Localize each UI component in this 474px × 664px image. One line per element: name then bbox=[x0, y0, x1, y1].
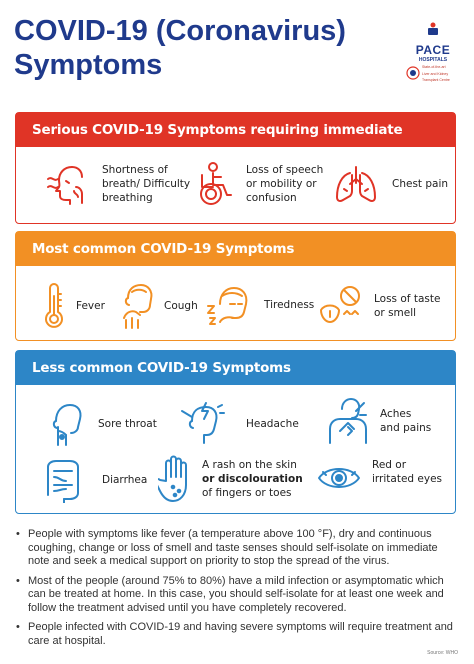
lungs-icon bbox=[334, 163, 378, 205]
symptom-cough bbox=[120, 282, 198, 330]
logo-tag-3: Transplant Centre bbox=[422, 78, 450, 82]
symptom-aches bbox=[326, 397, 431, 445]
symptom-red-eyes bbox=[316, 461, 442, 495]
rash-label-1: A rash on the skin bbox=[202, 459, 297, 471]
symptom-headache bbox=[180, 401, 299, 447]
source-credit: Source: WHO bbox=[427, 650, 458, 656]
symptom-fever bbox=[42, 282, 105, 330]
cough-label: Cough bbox=[164, 300, 198, 312]
eyes-label-2: irritated eyes bbox=[372, 473, 443, 485]
symptom-rash bbox=[158, 453, 303, 505]
diarrhea-label: Diarrhea bbox=[102, 474, 148, 486]
logo-tag-2: Liver and Kidney bbox=[422, 71, 449, 76]
notes-list bbox=[14, 528, 460, 654]
tiredness-label: Tiredness bbox=[264, 299, 315, 311]
breathing-icon bbox=[46, 161, 92, 207]
symptom-tiredness bbox=[206, 282, 314, 328]
thermometer-icon bbox=[42, 282, 66, 330]
serious-symptoms-card bbox=[15, 112, 456, 224]
cough-icon bbox=[120, 282, 156, 330]
wheelchair-icon bbox=[194, 161, 236, 207]
title-line-1: COVID-19 (Coronavirus) bbox=[14, 15, 346, 47]
breathing-label-3: breathing bbox=[102, 192, 153, 204]
speech-label-1: Loss of speech bbox=[246, 164, 324, 176]
common-symptoms-card bbox=[15, 231, 456, 341]
intestine-icon bbox=[42, 457, 84, 503]
logo-mark-icon bbox=[424, 22, 442, 36]
headache-label: Headache bbox=[246, 418, 299, 430]
common-heading: Most common COVID-19 Symptoms bbox=[16, 232, 455, 266]
symptom-sore-throat bbox=[46, 401, 157, 447]
page-title bbox=[14, 14, 394, 82]
hospital-logo bbox=[404, 22, 462, 80]
tiredness-icon bbox=[206, 282, 252, 328]
note-item: • People infected with COVID-19 and having severe symptoms will require treatment and care at hospital. bbox=[14, 621, 460, 648]
logo-tag-block bbox=[404, 65, 462, 80]
taste-label-2: or smell bbox=[374, 307, 417, 319]
note-item: • People with symptoms like fever (a temperature above 100 °F), dry and continuous coughing, change or loss of smell and taste senses should self-isolate on immediate note and seek a medical support on priority to stop the spread of the virus. bbox=[14, 528, 460, 569]
less-common-symptoms-card bbox=[15, 350, 456, 514]
sore-throat-icon bbox=[46, 401, 86, 447]
sore-throat-label: Sore throat bbox=[98, 418, 157, 430]
no-taste-icon bbox=[318, 284, 366, 328]
speech-label-3: confusion bbox=[246, 192, 297, 204]
chest-pain-label: Chest pain bbox=[392, 178, 449, 190]
symptom-chest-pain bbox=[334, 163, 448, 205]
speech-label-2: or mobility or bbox=[246, 178, 317, 190]
logo-tag-1: State-of-the-art bbox=[422, 65, 446, 69]
breathing-label-1: Shortness of bbox=[102, 164, 168, 176]
eyes-label-1: Red or bbox=[372, 459, 407, 471]
symptom-breathing bbox=[46, 161, 190, 207]
rash-label-2: or discolouration bbox=[202, 473, 303, 485]
note-item: • Most of the people (around 75% to 80%) have a mild infection or asymptomatic which can be treated at home. In this case, you should self-isolate for at least one week and follow the treatment advised until you have completely recovered. bbox=[14, 575, 460, 616]
fever-label: Fever bbox=[76, 300, 105, 312]
eye-icon bbox=[316, 461, 362, 495]
aches-label-1: Aches bbox=[380, 408, 412, 420]
breathing-label-2: breath/ Difficulty bbox=[102, 178, 191, 190]
title-line-2: Symptoms bbox=[14, 49, 163, 81]
less-heading: Less common COVID-19 Symptoms bbox=[16, 351, 455, 385]
rash-label-3: of fingers or toes bbox=[202, 487, 292, 499]
aches-label-2: and pains bbox=[380, 422, 432, 434]
seal-icon bbox=[406, 66, 420, 80]
aches-icon bbox=[326, 397, 370, 445]
symptom-taste-smell bbox=[318, 284, 440, 328]
headache-icon bbox=[180, 401, 226, 447]
logo-sub: HOSPITALS bbox=[418, 57, 448, 63]
serious-heading: Serious COVID-19 Symptoms requiring immediate medical care bbox=[16, 113, 455, 147]
symptom-diarrhea bbox=[42, 457, 147, 503]
hand-rash-icon bbox=[158, 453, 192, 505]
logo-name: PACE bbox=[415, 43, 451, 57]
taste-label-1: Loss of taste bbox=[374, 293, 441, 305]
symptom-speech-mobility bbox=[194, 161, 323, 207]
